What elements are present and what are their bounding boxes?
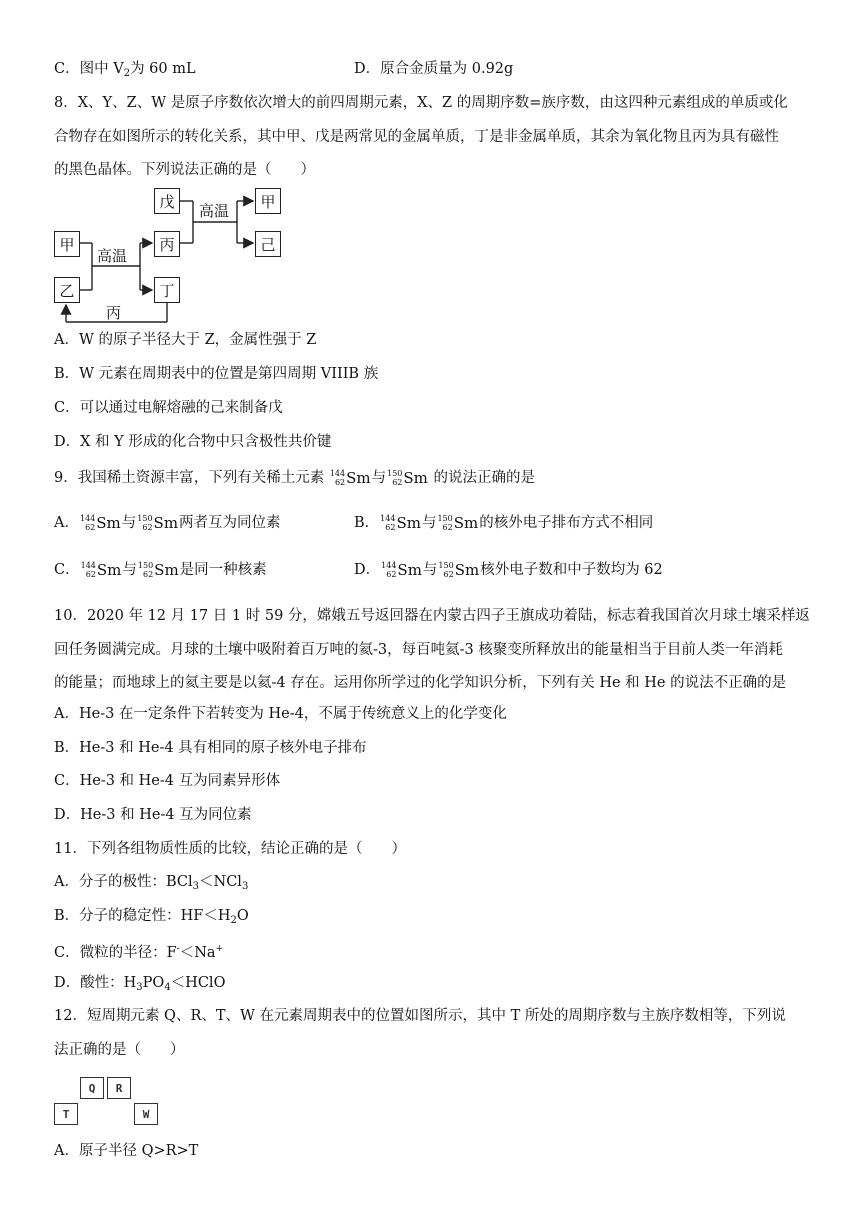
box-jia: 甲 [54, 231, 80, 257]
q12-option-a: A．原子半径 Q>R>T [54, 1143, 199, 1159]
cell-t: T [54, 1103, 78, 1125]
q11-option-a: A．分子的极性：BCl$_3$＜NCl$_3$ [54, 874, 249, 892]
q10-stem-line3: 的能量；而地球上的氦主要是以氦-4 存在。运用你所学过的化学知识分析，下列有关 He 和 He 的说法不正确的是 [54, 675, 787, 691]
q11-option-d: D．酸性：$H_3PO_4<HClO$ [54, 975, 226, 993]
q8-stem-line2: 合物存在如图所示的转化关系，其中甲、戊是两常见的金属单质，丁是非金属单质，其余为氧化物且丙为具有磁性 [54, 129, 779, 145]
q11-stem: 11．下列各组物质性质的比较，结论正确的是（ ） [54, 841, 406, 857]
box-ding: 丁 [154, 277, 180, 303]
q10-stem-line1: 10．2020 年 12 月 17 日 1 时 59 分，嫦娥五号返回器在内蒙古四子王旗成功着陆，标志着我国首次月球土壤采样返 [54, 608, 810, 624]
q10-option-b: B．He-3 和 He-4 具有相同的原子核外电子排布 [54, 740, 367, 756]
label-gaowen-2: 高温 [199, 202, 230, 220]
q12-stem-line1: 12．短周期元素 Q、R、T、W 在元素周期表中的位置如图所示，其中 T 所处的周期序数与主族序数相等，下列说 [54, 1008, 786, 1024]
q10-option-c: C．He-3 和 He-4 互为同素异形体 [54, 773, 281, 789]
q7-option-d: D．原合金质量为 0.92g [354, 61, 514, 77]
q8-option-d: D．X 和 Y 形成的化合物中只含极性共价键 [54, 434, 332, 450]
box-jia-product: 甲 [255, 188, 281, 214]
q9-option-b: B． 144 62 Sm 与 150 62 Sm 的核外电子排布方式不相同 [354, 514, 654, 532]
q10-stem-line2: 回任务圆满完成。月球的土壤中吸附着百万吨的氦-3，每百吨氦-3 核聚变所释放出的能量相当于目前人类一年消耗 [54, 642, 783, 658]
isotope-sm150: 150 62 Sm [387, 469, 428, 487]
q12-stem-line2: 法正确的是（ ） [54, 1042, 185, 1058]
isotope-sm144: 144 62 Sm [329, 469, 371, 487]
cell-r: R [107, 1077, 131, 1099]
cell-q: Q [80, 1077, 104, 1099]
q10-option-a: A．He-3 在一定条件下若转变为 He-4，不属于传统意义上的化学变化 [54, 706, 507, 722]
q9-stem-pre: 9．我国稀土资源丰富，下列有关稀土元素 [54, 470, 325, 486]
q9-stem-post: 的说法正确的是 [433, 470, 536, 486]
q7-option-c [54, 59, 196, 84]
q8-stem-line1: 8．X、Y、Z、W 是原子序数依次增大的前四周期元素，X、Z 的周期序数=族序数，由这四种元素组成的单质或化 [54, 95, 788, 111]
q7-option-c-text2: 为 60 mL [130, 61, 196, 77]
box-ji: 己 [255, 231, 281, 257]
cell-w: W [134, 1103, 158, 1125]
label-bing-arrow: 丙 [106, 304, 122, 322]
q7-option-c-text: C．图中 V [54, 61, 124, 77]
q9-option-c: C． 144 62 Sm 与 150 62 Sm 是同一种核素 [54, 561, 267, 579]
q8-option-a: A．W 的原子半径大于 Z，金属性强于 Z [54, 332, 317, 348]
q9-option-a: A． 144 62 Sm 与 150 62 Sm 两者互为同位素 [54, 514, 281, 532]
q8-option-c: C．可以通过电解熔融的己来制备戊 [54, 400, 283, 416]
q10-option-d: D．He-3 和 He-4 互为同位素 [54, 807, 252, 823]
label-gaowen-1: 高温 [97, 247, 128, 265]
q11-option-b: B．分子的稳定性：$HF<H_2O$ [54, 908, 249, 926]
q8-stem-line3: 的黑色晶体。下列说法正确的是（ ） [54, 162, 315, 178]
q7-option-c-sub: 2 [123, 68, 131, 79]
box-wu: 戊 [154, 188, 180, 214]
box-yi: 乙 [54, 277, 80, 303]
q9-stem: 9．我国稀土资源丰富，下列有关稀土元素 144 62 Sm 与 150 62 Sm 的说法正确的是 [54, 469, 536, 487]
box-bing: 丙 [154, 231, 180, 257]
q8-option-b: B．W 元素在周期表中的位置是第四周期 VIIIB 族 [54, 366, 379, 382]
q9-option-d: D． 144 62 Sm 与 150 62 Sm 核外电子数和中子数均为 62 [354, 561, 663, 579]
q11-option-c: C．微粒的半径：F-＜Na+ [54, 944, 224, 961]
